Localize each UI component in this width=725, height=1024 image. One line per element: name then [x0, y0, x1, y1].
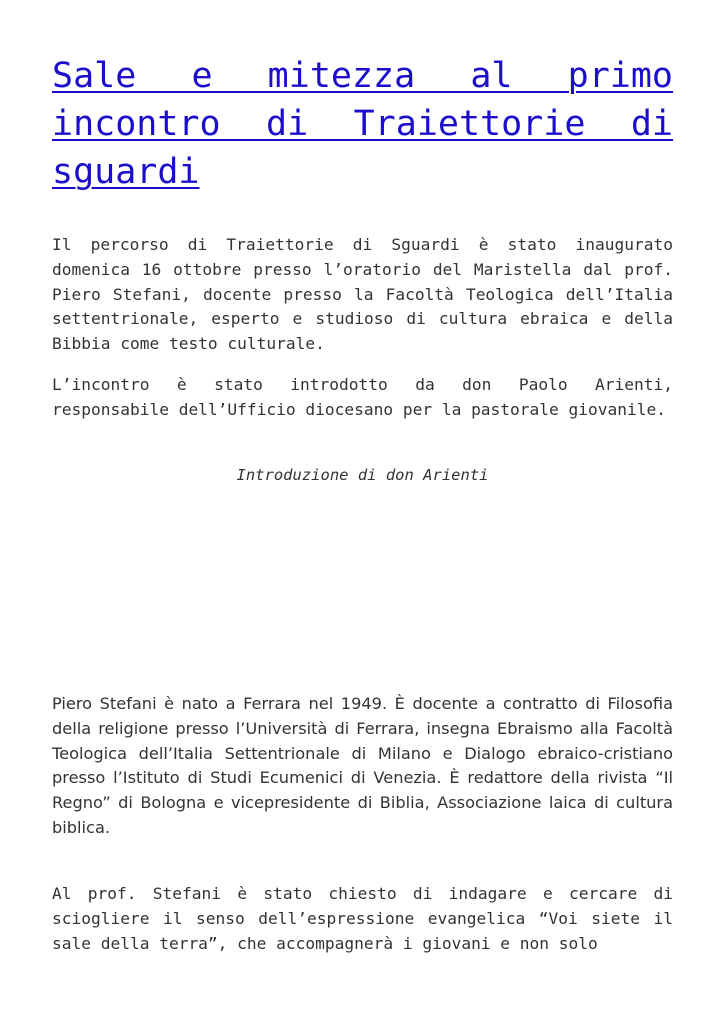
article-title: [52, 52, 673, 196]
article: [52, 52, 673, 953]
video-caption: Introduzione di don Arienti: [236, 466, 489, 484]
paragraph-intro: Il percorso di Traiettorie di Sguardi è stato inaugurato domenica 16 ottobre presso l’oratorio del Maristella dal prof. Piero Stefani, docente presso la Facoltà Teologica dell’Italia settentrionale, esperto e studioso di cultura ebraica e della Bibbia come testo culturale.: [52, 235, 673, 354]
paragraph-biography: Piero Stefani è nato a Ferrara nel 1949. È docente a contratto di Filosofia della religione presso l’Università di Ferrara, insegna Ebraismo alla Facoltà Teologica dell’Italia Settentrionale di Milano e Dialogo ebraico-cristiano presso l’Istituto di Studi Ecumenici di Venezia. È redattore della rivista “Il Regno” di Bologna e vicepresidente di Biblia, Associazione laica di cultura biblica.: [52, 694, 673, 837]
article-title-link[interactable]: Sale e mitezza al primo incontro di Traiettorie di sguardi: [52, 56, 673, 192]
video-placeholder: [52, 492, 673, 682]
paragraph-topic: Al prof. Stefani è stato chiesto di indagare e cercare di sciogliere il senso dell’espressione evangelica “Voi siete il sale della terra”, che accompagnerà i giovani e non solo: [52, 884, 673, 953]
paragraph-introduction-by: L’incontro è stato introdotto da don Paolo Arienti, responsabile dell’Ufficio diocesano per la pastorale giovanile.: [52, 375, 673, 419]
